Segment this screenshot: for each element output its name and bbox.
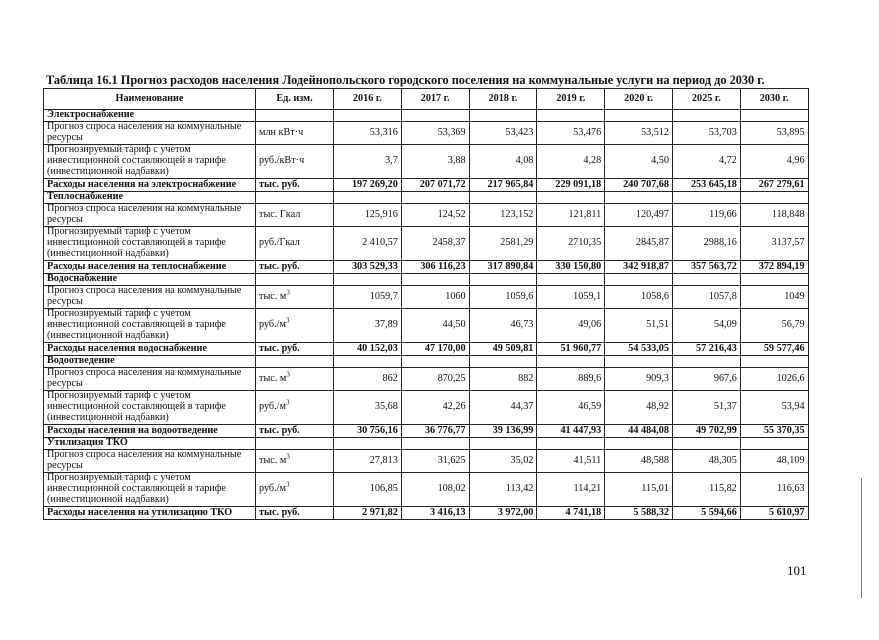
header-year: 2017 г. [401,89,469,110]
value-cell: 108,02 [401,473,469,507]
demand-row [44,368,809,391]
section-row [44,438,809,450]
unit-superscript: 3 [285,316,290,325]
empty-cell [605,192,673,204]
value-cell: 2581,29 [469,227,537,261]
unit-cell [256,122,334,145]
empty-cell [334,274,402,286]
value-cell: 46,59 [537,391,605,425]
empty-cell [740,192,808,204]
value-cell: 53,316 [334,122,402,145]
value-cell: 4,28 [537,145,605,179]
value-cell: 4,96 [740,145,808,179]
value-cell: 229 091,18 [537,179,605,192]
empty-cell [537,274,605,286]
value-cell: 2 971,82 [334,507,402,520]
section-title: Теплоснабжение [44,192,256,204]
value-cell: 1059,1 [537,286,605,309]
demand-row [44,204,809,227]
value-cell: 51,51 [605,309,673,343]
empty-cell [469,274,537,286]
value-cell: 1059,7 [334,286,402,309]
row-label: Прогноз спроса населения на коммунальные ресурсы [44,122,256,145]
value-cell: 5 588,32 [605,507,673,520]
value-cell: 4,50 [605,145,673,179]
value-cell: 2458,37 [401,227,469,261]
value-cell: 1026,6 [740,368,808,391]
value-cell: 125,916 [334,204,402,227]
empty-cell [537,438,605,450]
unit-text: тыс. руб. [259,178,300,190]
empty-cell [740,356,808,368]
empty-cell [334,356,402,368]
value-cell: 882 [469,368,537,391]
value-cell: 2710,35 [537,227,605,261]
row-label: Расходы населения на утилизацию ТКО [44,507,256,520]
value-cell: 124,52 [401,204,469,227]
value-cell: 4,08 [469,145,537,179]
value-cell: 3137,57 [740,227,808,261]
empty-cell [740,110,808,122]
value-cell: 57 216,43 [672,343,740,356]
unit-text: тыс. руб. [259,342,300,354]
value-cell: 207 071,72 [401,179,469,192]
value-cell: 217 965,84 [469,179,537,192]
empty-cell [605,438,673,450]
value-cell: 3,88 [401,145,469,179]
empty-cell [256,274,334,286]
value-cell: 120,497 [605,204,673,227]
row-label: Расходы населения на теплоснабжение [44,261,256,274]
value-cell: 44,37 [469,391,537,425]
value-cell: 119,66 [672,204,740,227]
empty-cell [334,438,402,450]
value-cell: 49 702,99 [672,425,740,438]
unit-cell [256,425,334,438]
value-cell: 3 416,13 [401,507,469,520]
empty-cell [537,192,605,204]
value-cell: 3,7 [334,145,402,179]
row-label: Расходы населения на водоотведение [44,425,256,438]
unit-text: тыс. м [259,454,287,466]
value-cell: 42,26 [401,391,469,425]
value-cell: 303 529,33 [334,261,402,274]
value-cell: 1049 [740,286,808,309]
empty-cell [334,192,402,204]
row-label: Прогноз спроса населения на коммунальные ресурсы [44,286,256,309]
value-cell: 2988,16 [672,227,740,261]
value-cell: 870,25 [401,368,469,391]
row-label: Прогнозируемый тариф с учетом инвестиционной составляющей в тарифе (инвестиционной надбавки) [44,391,256,425]
value-cell: 267 279,61 [740,179,808,192]
value-cell: 48,109 [740,450,808,473]
tariff-row [44,391,809,425]
unit-text: руб./м [259,483,286,495]
row-label: Прогноз спроса населения на коммунальные ресурсы [44,450,256,473]
demand-row [44,450,809,473]
empty-cell [256,438,334,450]
empty-cell [401,192,469,204]
empty-cell [672,274,740,286]
value-cell: 889,6 [537,368,605,391]
empty-cell [740,274,808,286]
empty-cell [537,356,605,368]
row-label: Прогнозируемый тариф с учетом инвестиционной составляющей в тарифе (инвестиционной надбавки) [44,309,256,343]
section-title: Водоснабжение [44,274,256,286]
unit-cell [256,145,334,179]
total-row [44,507,809,520]
row-label: Прогноз спроса населения на коммунальные ресурсы [44,368,256,391]
header-year: 2018 г. [469,89,537,110]
empty-cell [401,274,469,286]
value-cell: 53,703 [672,122,740,145]
value-cell: 49,06 [537,309,605,343]
value-cell: 51,37 [672,391,740,425]
header-year: 2020 г. [605,89,673,110]
header-name: Наименование [44,89,256,110]
header-unit: Ед. изм. [256,89,334,110]
header-year: 2030 г. [740,89,808,110]
section-row [44,192,809,204]
tariff-row [44,309,809,343]
value-cell: 36 776,77 [401,425,469,438]
value-cell: 54,09 [672,309,740,343]
value-cell: 113,42 [469,473,537,507]
value-cell: 115,82 [672,473,740,507]
empty-cell [740,438,808,450]
tariff-row [44,227,809,261]
section-row [44,356,809,368]
value-cell: 5 610,97 [740,507,808,520]
value-cell: 306 116,23 [401,261,469,274]
demand-row [44,286,809,309]
value-cell: 44,50 [401,309,469,343]
value-cell: 862 [334,368,402,391]
unit-cell [256,179,334,192]
empty-cell [469,192,537,204]
value-cell: 35,68 [334,391,402,425]
unit-text: тыс. м [259,290,287,302]
value-cell: 53,512 [605,122,673,145]
unit-text: руб./Гкал [259,237,300,249]
total-row [44,425,809,438]
unit-cell [256,368,334,391]
row-label: Прогнозируемый тариф с учетом инвестиционной составляющей в тарифе (инвестиционной надбавки) [44,145,256,179]
unit-text: млн кВт·ч [259,126,304,138]
value-cell: 53,369 [401,122,469,145]
value-cell: 27,813 [334,450,402,473]
value-cell: 317 890,84 [469,261,537,274]
value-cell: 330 150,80 [537,261,605,274]
value-cell: 1060 [401,286,469,309]
empty-cell [605,274,673,286]
unit-superscript: 3 [285,398,290,407]
value-cell: 41,511 [537,450,605,473]
value-cell: 53,423 [469,122,537,145]
empty-cell [537,110,605,122]
header-row [44,89,809,110]
unit-cell [256,227,334,261]
value-cell: 115,01 [605,473,673,507]
value-cell: 53,895 [740,122,808,145]
value-cell: 1059,6 [469,286,537,309]
value-cell: 53,476 [537,122,605,145]
section-title: Утилизация ТКО [44,438,256,450]
unit-text: тыс. Гкал [259,208,301,220]
value-cell: 1058,6 [605,286,673,309]
unit-cell [256,261,334,274]
value-cell: 55 370,35 [740,425,808,438]
empty-cell [605,356,673,368]
unit-cell [256,391,334,425]
unit-text: тыс. м [259,372,287,384]
value-cell: 3 972,00 [469,507,537,520]
tariff-row [44,145,809,179]
unit-superscript: 3 [286,288,290,297]
value-cell: 240 707,68 [605,179,673,192]
header-year: 2025 г. [672,89,740,110]
value-cell: 47 170,00 [401,343,469,356]
value-cell: 54 533,05 [605,343,673,356]
section-row [44,110,809,122]
section-title: Водоотведение [44,356,256,368]
total-row [44,343,809,356]
unit-cell [256,309,334,343]
unit-text: тыс. руб. [259,506,300,518]
utility-expenses-table [43,88,809,520]
unit-text: руб./м [259,401,286,413]
total-row [44,179,809,192]
unit-cell [256,343,334,356]
table-body [44,110,809,520]
empty-cell [256,110,334,122]
empty-cell [469,438,537,450]
value-cell: 41 447,93 [537,425,605,438]
value-cell: 48,588 [605,450,673,473]
value-cell: 53,94 [740,391,808,425]
unit-cell [256,473,334,507]
unit-cell [256,450,334,473]
empty-cell [401,438,469,450]
value-cell: 967,6 [672,368,740,391]
value-cell: 372 894,19 [740,261,808,274]
unit-cell [256,286,334,309]
value-cell: 4 741,18 [537,507,605,520]
demand-row [44,122,809,145]
value-cell: 4,72 [672,145,740,179]
value-cell: 342 918,87 [605,261,673,274]
value-cell: 2 410,57 [334,227,402,261]
empty-cell [256,356,334,368]
value-cell: 37,89 [334,309,402,343]
value-cell: 118,848 [740,204,808,227]
value-cell: 44 484,08 [605,425,673,438]
value-cell: 40 152,03 [334,343,402,356]
empty-cell [401,356,469,368]
total-row [44,261,809,274]
value-cell: 35,02 [469,450,537,473]
value-cell: 48,305 [672,450,740,473]
value-cell: 2845,87 [605,227,673,261]
value-cell: 114,21 [537,473,605,507]
empty-cell [605,110,673,122]
margin-line [861,478,862,598]
unit-cell [256,507,334,520]
value-cell: 121,811 [537,204,605,227]
unit-text: тыс. руб. [259,424,300,436]
value-cell: 5 594,66 [672,507,740,520]
empty-cell [672,438,740,450]
row-label: Прогнозируемый тариф с учетом инвестиционной составляющей в тарифе (инвестиционной надбавки) [44,227,256,261]
value-cell: 123,152 [469,204,537,227]
unit-superscript: 3 [285,480,290,489]
row-label: Прогнозируемый тариф с учетом инвестиционной составляющей в тарифе (инвестиционной надбавки) [44,473,256,507]
value-cell: 106,85 [334,473,402,507]
empty-cell [334,110,402,122]
unit-superscript: 3 [286,452,290,461]
unit-superscript: 3 [286,370,290,379]
empty-cell [672,110,740,122]
row-label: Прогноз спроса населения на коммунальные ресурсы [44,204,256,227]
value-cell: 909,3 [605,368,673,391]
value-cell: 48,92 [605,391,673,425]
value-cell: 51 960,77 [537,343,605,356]
empty-cell [469,356,537,368]
empty-cell [672,356,740,368]
value-cell: 357 563,72 [672,261,740,274]
unit-text: тыс. руб. [259,260,300,272]
section-row [44,274,809,286]
value-cell: 46,73 [469,309,537,343]
value-cell: 197 269,20 [334,179,402,192]
value-cell: 56,79 [740,309,808,343]
empty-cell [469,110,537,122]
header-year: 2016 г. [334,89,402,110]
value-cell: 253 645,18 [672,179,740,192]
value-cell: 59 577,46 [740,343,808,356]
unit-text: руб./м [259,319,286,331]
row-label: Расходы населения водоснабжение [44,343,256,356]
value-cell: 1057,8 [672,286,740,309]
page-number: 101 [787,563,807,578]
empty-cell [672,192,740,204]
empty-cell [401,110,469,122]
unit-text: руб./кВт·ч [259,155,305,167]
tariff-row [44,473,809,507]
table-title: Таблица 16.1 Прогноз расходов населения Лодейнопольского городского поселения на коммунальные услуги на период до 2030 г. [46,73,765,87]
unit-cell [256,204,334,227]
row-label: Расходы населения на электроснабжение [44,179,256,192]
value-cell: 116,63 [740,473,808,507]
value-cell: 31,625 [401,450,469,473]
value-cell: 30 756,16 [334,425,402,438]
value-cell: 39 136,99 [469,425,537,438]
section-title: Электроснабжение [44,110,256,122]
header-year: 2019 г. [537,89,605,110]
value-cell: 49 509,81 [469,343,537,356]
empty-cell [256,192,334,204]
